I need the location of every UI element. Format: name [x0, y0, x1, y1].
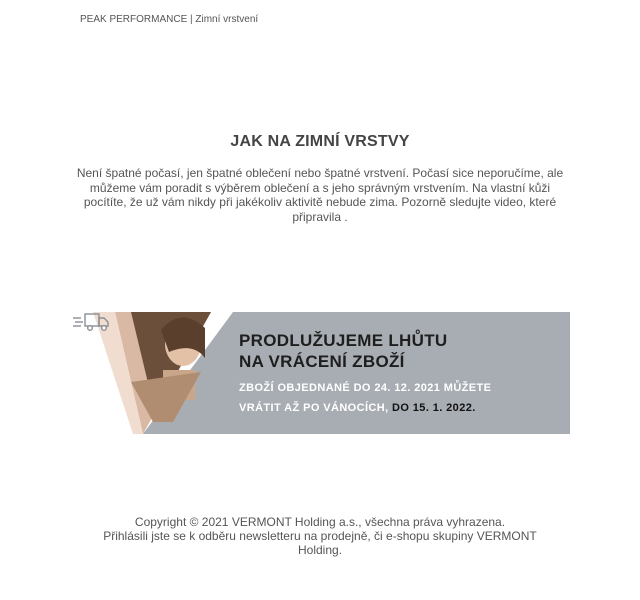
banner-return-deadline: DO 15. 1. 2022.	[392, 402, 476, 414]
footer-notice: Přihlásili jste se k odběru newsletteru na prodejně, či e-shopu skupiny VERMONT Holding.	[103, 529, 537, 557]
banner-headline-line2: NA VRÁCENÍ ZBOŽÍ	[239, 352, 405, 371]
banner-text	[239, 330, 559, 418]
banner-headline-line1: PRODLUŽUJEME LHŮTU	[239, 331, 448, 350]
article-intro: Není špatné počasí, jen špatné oblečení nebo špatné vrstvení. Počasí sice neporučíme, ale můžeme vám poradit s výběrem oblečení a s jeho správným vrstvením. Na vlastní kůži pocítíte, že už vám nikdy při jakékoliv aktivitě nebude zima. Pozorně sledujte video, které připravila .	[76, 166, 564, 224]
preheader-text: PEAK PERFORMANCE | Zimní vrstvení	[80, 14, 259, 25]
promo-banner[interactable]	[73, 312, 570, 434]
banner-sub-line1: ZBOŽÍ OBJEDNANÉ DO 24. 12. 2021 MŮŽETE	[239, 382, 492, 394]
banner-subtext	[239, 378, 559, 418]
article-title: JAK NA ZIMNÍ VRSTVY	[230, 133, 410, 150]
banner-sub-line2-prefix: VRÁTIT AŽ PO VÁNOCÍCH,	[239, 402, 389, 414]
footer-copyright: Copyright © 2021 VERMONT Holding a.s., všechna práva vyhrazena.	[134, 515, 506, 529]
delivery-truck-icon	[73, 312, 111, 332]
banner-sub-line2	[239, 398, 559, 418]
footer	[80, 515, 560, 557]
